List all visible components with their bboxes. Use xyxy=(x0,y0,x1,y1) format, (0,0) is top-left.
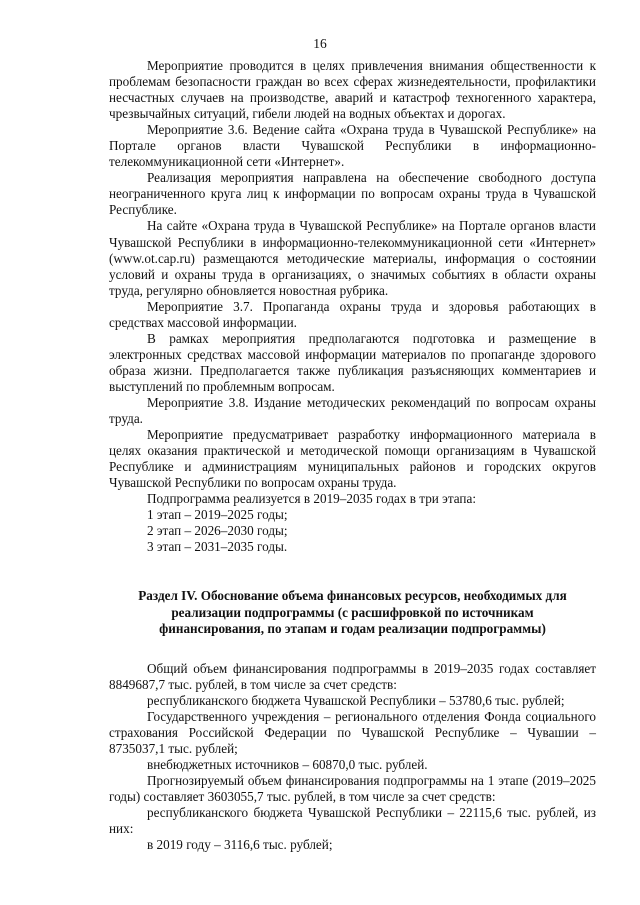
stage-item: 2 этап – 2026–2030 годы; xyxy=(147,523,288,539)
paragraph: На сайте «Охрана труда в Чувашской Республике» на Портале органов власти Чувашской Республики в информационно-телекоммуникационной сети «Интернет» (www.ot.cap.ru) размещаются методические материалы, информация о состоянии условий и охраны труда в организациях, о значимых событиях в области охраны труда, регулярно обновляется новостная рубрика. xyxy=(109,218,596,298)
paragraph: Подпрограмма реализуется в 2019–2035 годах в три этапа: xyxy=(147,491,477,507)
paragraph: Мероприятие проводится в целях привлечения внимания общественности к проблемам безопасности граждан во всех сферах жизнедеятельности, профилактики несчастных случаев на производстве, аварий и катастроф техногенного характера, чрезвычайных ситуаций, гибели людей на водных объектах и дорогах. xyxy=(109,58,596,122)
paragraph: Общий объем финансирования подпрограммы в 2019–2035 годах составляет 8849687,7 тыс. рублей, в том числе за счет средств: xyxy=(109,660,596,692)
paragraph: Мероприятие предусматривает разработку информационного материала в целях оказания практической и методической помощи организациям в Чувашской Республике и администрациям муниципальных районов и городских округов Чувашской Республики по вопросам охраны труда. xyxy=(109,427,596,491)
page-number: 16 xyxy=(313,36,327,51)
stage-item: 1 этап – 2019–2025 годы; xyxy=(147,507,288,523)
section-heading: Раздел IV. Обоснование объема финансовых ресурсов, необходимых для реализации подпрограммы (с расшифровкой по источникам финансирования, по этапам и годам реализации подпрограммы) xyxy=(138,588,567,637)
paragraph: Мероприятие 3.8. Издание методических рекомендаций по вопросам охраны труда. xyxy=(109,394,596,427)
paragraph: Реализация мероприятия направлена на обеспечение свободного доступа неограниченного круга лиц к информации по вопросам охраны труда в Чувашской Республике. xyxy=(109,170,596,218)
paragraph: Государственного учреждения – регионального отделения Фонда социального страхования Российской Федерации по Чувашской Республике – Чувашии – 8735037,1 тыс. рублей; xyxy=(109,708,596,756)
paragraph: республиканского бюджета Чувашской Республики – 22115,6 тыс. рублей, из них: xyxy=(109,805,596,837)
paragraph: Мероприятие 3.7. Пропаганда охраны труда и здоровья работающих в средствах массовой информации. xyxy=(109,298,596,330)
paragraph: В рамках мероприятия предполагаются подготовка и размещение в электронных средствах массовой информации материалов по пропаганде здорового образа жизни. Предполагается также публикация разъясняющих комментариев и выступлений по проблемным вопросам. xyxy=(109,330,596,394)
stage-item: 3 этап – 2031–2035 годы. xyxy=(147,539,288,555)
paragraph: республиканского бюджета Чувашской Республики – 53780,6 тыс. рублей; xyxy=(147,692,565,708)
page-content xyxy=(109,58,596,853)
paragraph: в 2019 году – 3116,6 тыс. рублей; xyxy=(147,837,333,853)
paragraph: внебюджетных источников – 60870,0 тыс. рублей. xyxy=(147,756,428,772)
paragraph: Прогнозируемый объем финансирования подпрограммы на 1 этапе (2019–2025 годы) составляет 3603055,7 тыс. рублей, в том числе за счет средств: xyxy=(109,773,596,805)
paragraph: Мероприятие 3.6. Ведение сайта «Охрана труда в Чувашской Республике» на Портале органов власти Чувашской Республики в информационно-телекоммуникационной сети «Интернет». xyxy=(109,122,596,170)
